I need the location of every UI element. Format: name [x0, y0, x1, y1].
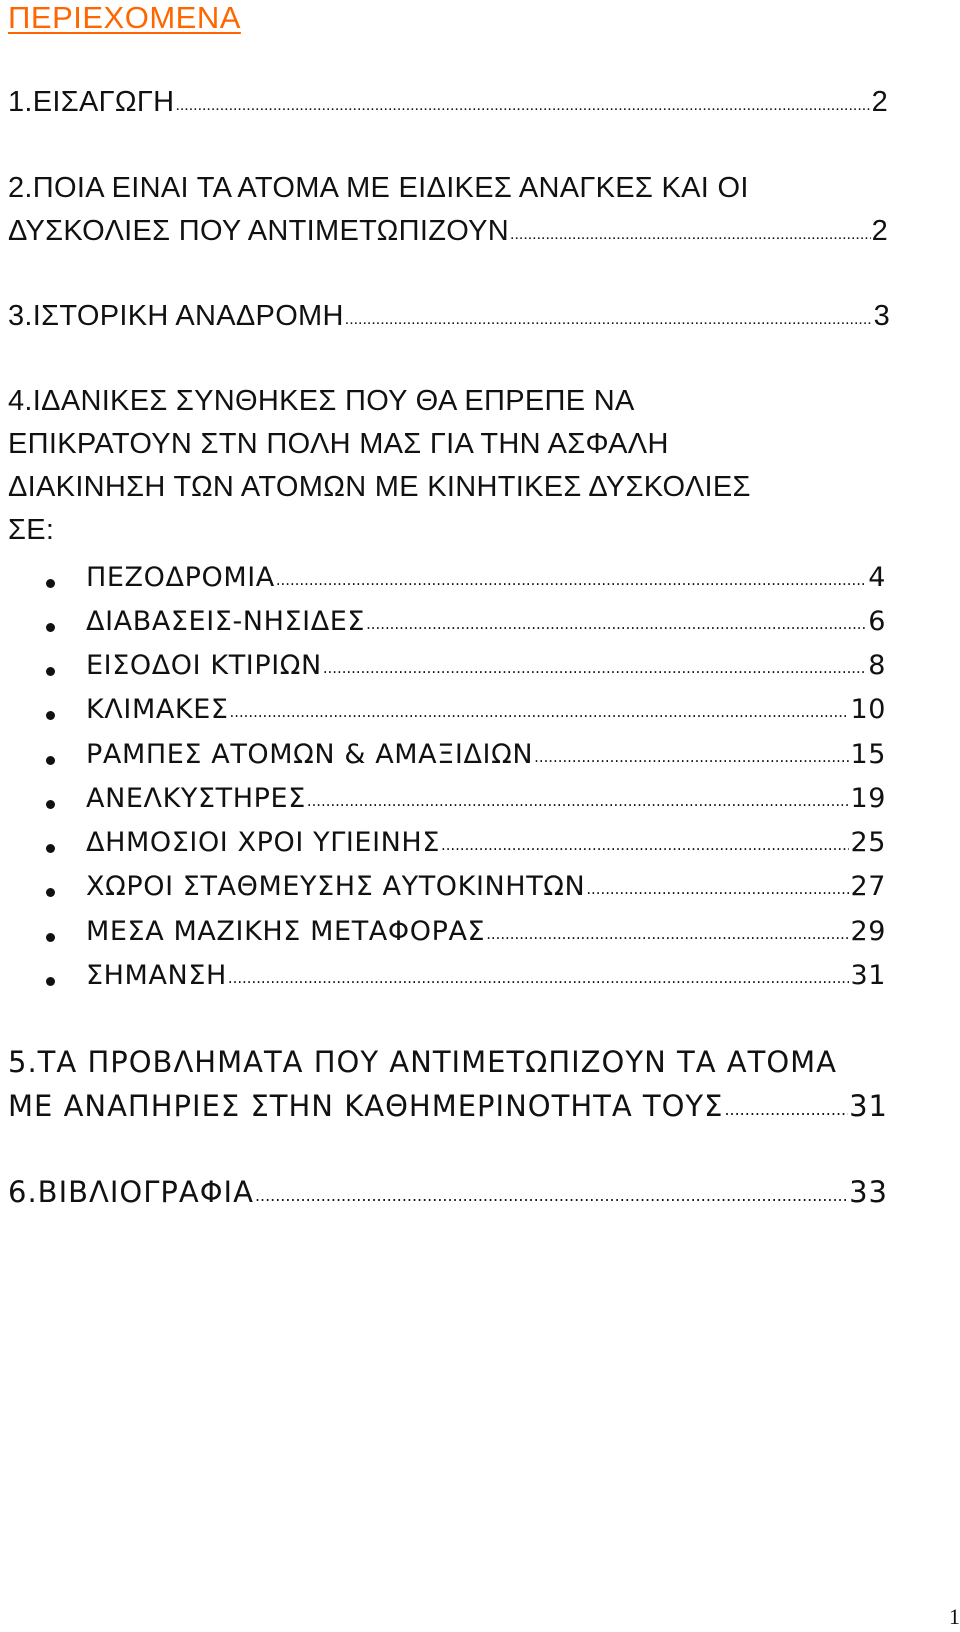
bullet-icon	[46, 756, 55, 765]
toc-entry-label: ΜΕ ΑΝΑΠΗΡΙΕΣ ΣΤΗΝ ΚΑΘΗΜΕΡΙΝΟΤΗΤΑ ΤΟΥΣ	[8, 1089, 724, 1123]
toc-entry-line: 5.ΤΑ ΠΡΟΒΛΗΜΑΤΑ ΠΟΥ ΑΝΤΙΜΕΤΩΠΙΖΟΥΝ ΤΑ ΑΤΟΜΑ	[8, 1045, 838, 1079]
toc-subentry	[86, 694, 886, 725]
toc-entry-label: 6.ΒΙΒΛΙΟΓΡΑΦΙΑ	[8, 1175, 254, 1209]
toc-entry-page: 2	[871, 86, 888, 118]
toc-subentry	[86, 650, 886, 681]
bullet-icon	[46, 933, 55, 942]
toc-entry-label: ΔΥΣΚΟΛΙΕΣ ΠΟΥ ΑΝΤΙΜΕΤΩΠΙΖΟΥΝ	[8, 215, 510, 247]
toc-subentry-page: 29	[850, 916, 886, 947]
toc-subentry-page: 10	[850, 694, 886, 725]
toc-entry-label: 1.ΕΙΣΑΓΩΓΗ	[8, 86, 175, 118]
toc-subentry-label: ΔΗΜΟΣΙΟΙ ΧΡΟΙ ΥΓΙΕΙΝΗΣ	[86, 827, 440, 858]
toc-leader-dots	[276, 571, 867, 589]
toc-leader-dots	[366, 615, 867, 633]
toc-entry-history	[8, 300, 890, 333]
toc-subentry-label: ΣΗΜΑΝΣΗ	[86, 960, 227, 991]
bullet-icon	[46, 711, 55, 720]
toc-subentry	[86, 916, 886, 947]
toc-subentry-label: ΔΙΑΒΑΣΕΙΣ-ΝΗΣΙΔΕΣ	[86, 606, 366, 637]
bullet-icon	[46, 579, 55, 588]
toc-subentry-page: 19	[850, 783, 886, 814]
toc-entry-page: 31	[849, 1089, 888, 1123]
toc-leader-dots	[486, 925, 849, 943]
toc-subentry-page: 15	[850, 739, 886, 770]
toc-entry-line: 4.ΙΔΑΝΙΚΕΣ ΣΥΝΘΗΚΕΣ ΠΟΥ ΘΑ ΕΠΡΕΠΕ ΝΑ	[8, 385, 635, 417]
toc-subentry	[86, 960, 886, 991]
toc-entry-page: 33	[849, 1175, 888, 1209]
bullet-icon	[46, 844, 55, 853]
bullet-icon	[46, 667, 55, 676]
toc-subentry	[86, 562, 886, 593]
toc-subentry-label: ΕΙΣΟΔΟΙ ΚΤΙΡΙΩΝ	[86, 650, 322, 681]
toc-leader-dots	[724, 1100, 848, 1119]
toc-subentry-label: ΠΕΖΟΔΡΟΜΙΑ	[86, 562, 275, 593]
toc-entry-bibliography	[8, 1175, 888, 1209]
toc-subentry-page: 25	[850, 827, 886, 858]
toc-subentry-page: 8	[868, 650, 886, 681]
toc-subentry-label: ΑΝΕΛΚΥΣΤΗΡΕΣ	[86, 783, 306, 814]
toc-subentry-label: ΧΩΡΟΙ ΣΤΑΘΜΕΥΣΗΣ ΑΥΤΟΚΙΝΗΤΩΝ	[86, 871, 586, 902]
toc-leader-dots	[441, 836, 849, 854]
toc-leader-dots	[345, 311, 873, 329]
toc-entry-line: ΕΠΙΚΡΑΤΟΥΝ ΣΤΝ ΠΟΛΗ ΜΑΣ ΓΙΑ ΤΗΝ ΑΣΦΑΛΗ	[8, 428, 669, 460]
bullet-icon	[46, 888, 55, 897]
toc-subentry	[86, 871, 886, 902]
bullet-icon	[46, 977, 55, 986]
toc-leader-dots	[230, 703, 850, 721]
toc-subentry	[86, 783, 886, 814]
toc-leader-dots	[510, 226, 871, 244]
toc-entry-page: 2	[871, 215, 888, 247]
toc-entry-page: 3	[873, 300, 890, 332]
toc-leader-dots	[307, 792, 850, 810]
toc-subentry-page: 4	[868, 562, 886, 593]
toc-leader-dots	[175, 97, 870, 115]
toc-subentry-page: 27	[850, 871, 886, 902]
toc-leader-dots	[586, 880, 849, 898]
toc-entry-label: 3.ΙΣΤΟΡΙΚΗ ΑΝΑΔΡΟΜΗ	[8, 300, 344, 332]
toc-subentry-label: ΜΕΣΑ ΜΑΖΙΚΗΣ ΜΕΤΑΦΟΡΑΣ	[86, 916, 486, 947]
toc-subentry-label: ΡΑΜΠΕΣ ΑΤΟΜΩΝ & ΑΜΑΞΙΔΙΩΝ	[86, 739, 534, 770]
toc-entry-line: ΔΙΑΚΙΝΗΣΗ ΤΩΝ ΑΤΟΜΩΝ ΜΕ ΚΙΝΗΤΙΚΕΣ ΔΥΣΚΟΛΙΕΣ	[8, 471, 751, 503]
toc-subentry	[86, 827, 886, 858]
toc-leader-dots	[534, 748, 849, 766]
bullet-icon	[46, 800, 55, 809]
toc-title: ΠΕΡΙΕΧΟΜΕΝΑ	[8, 0, 241, 35]
toc-leader-dots	[255, 1186, 848, 1205]
page-number: 1	[949, 1604, 960, 1629]
toc-subentry-label: ΚΛΙΜΑΚΕΣ	[86, 694, 229, 725]
toc-leader-dots	[323, 659, 867, 677]
toc-leader-dots	[228, 969, 850, 987]
toc-entry-special-needs	[8, 215, 888, 248]
toc-entry-problems	[8, 1089, 888, 1123]
toc-entry-line: 2.ΠΟΙΑ ΕΙΝΑΙ ΤΑ ΑΤΟΜΑ ΜΕ ΕΙΔΙΚΕΣ ΑΝΑΓΚΕΣ ΚΑΙ ΟΙ	[8, 172, 749, 204]
toc-subentry	[86, 739, 886, 770]
toc-subentry-page: 6	[868, 606, 886, 637]
toc-subentry	[86, 606, 886, 637]
toc-subentry-page: 31	[850, 960, 886, 991]
toc-entry-introduction	[8, 86, 888, 119]
toc-entry-line: ΣΕ:	[8, 514, 55, 546]
bullet-icon	[46, 623, 55, 632]
